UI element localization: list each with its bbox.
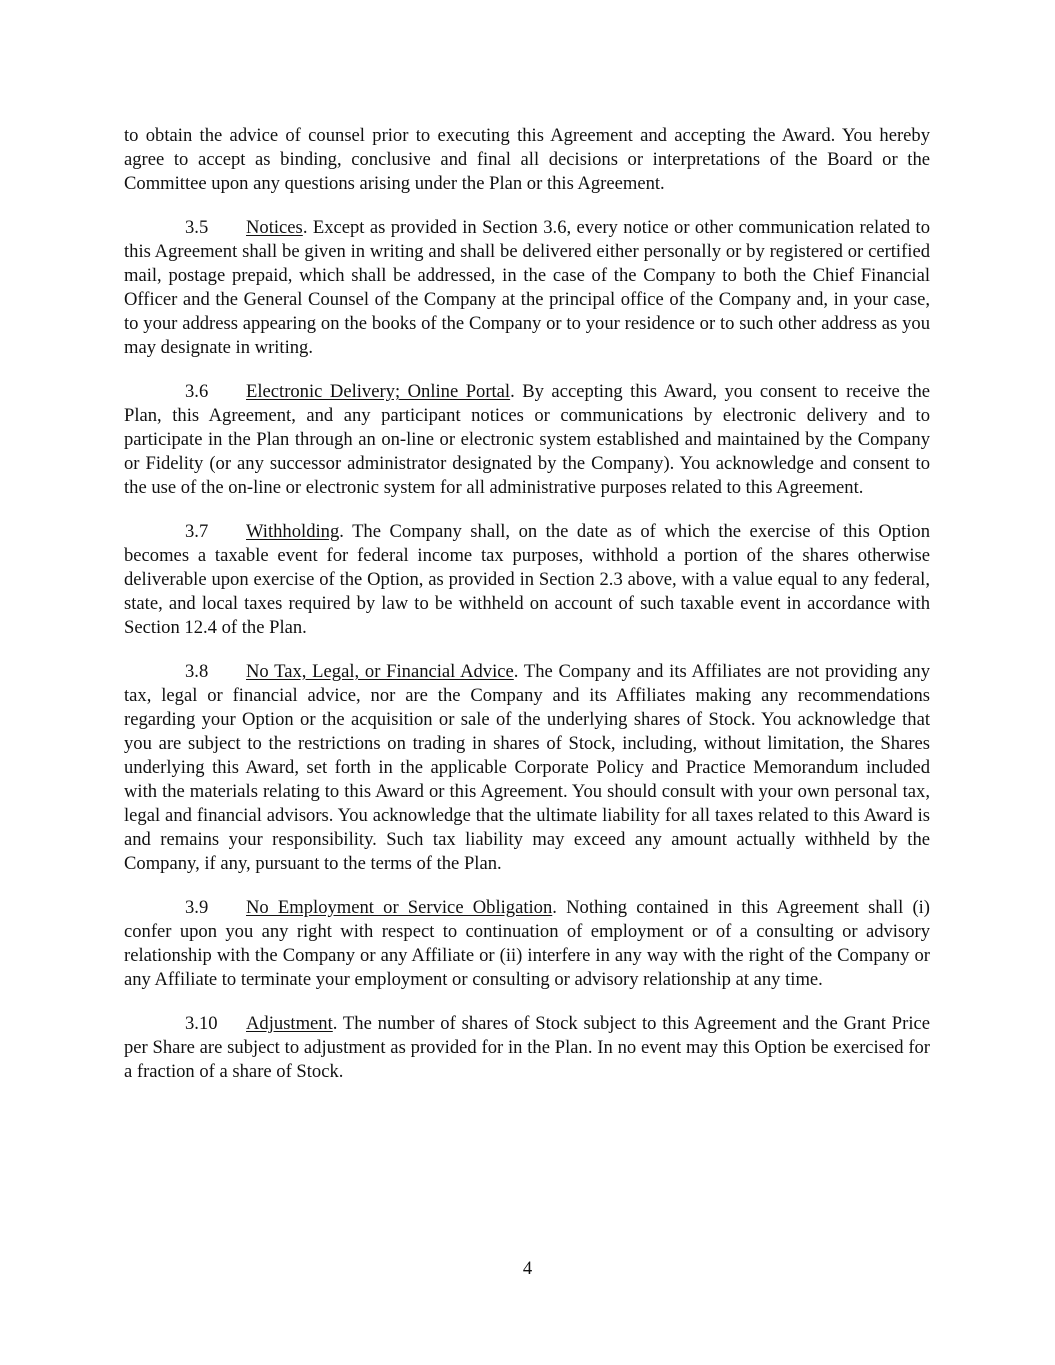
document-page: [124, 124, 930, 1104]
section-body: . By accepting this Award, you consent to receive the Plan, this Agreement, and any participant notices or communications by electronic delivery and to participate in the Plan through an on-line or electronic system established and maintained by the Company or Fidelity (or any successor administrator designated by the Company). You acknowledge and consent to the use of the on-line or electronic system for all administrative purposes related to this Agreement.: [124, 381, 930, 498]
section-body: . The number of shares of Stock subject to this Agreement and the Grant Price per Share are subject to adjustment as provided for in the Plan. In no event may this Option be exercised for a fraction of a share of Stock.: [124, 1013, 930, 1082]
page-number: 4: [522, 1258, 533, 1279]
section-number: 3.7: [185, 521, 209, 542]
section-heading: Withholding: [246, 521, 340, 542]
section-3-6: [124, 380, 930, 500]
section-3-10: [124, 1012, 930, 1084]
section-heading: Electronic Delivery; Online Portal: [246, 381, 511, 402]
section-3-7: [124, 520, 930, 640]
continuation-text: to obtain the advice of counsel prior to executing this Agreement and accepting the Award. You hereby agree to accept as binding, conclusive and final all decisions or interpretations of the Board or the Committee upon any questions arising under the Plan or this Agreement.: [124, 125, 930, 194]
section-number: 3.6: [185, 381, 209, 402]
section-3-9: [124, 896, 930, 992]
section-body: . The Company shall, on the date as of which the exercise of this Option becomes a taxable event for federal income tax purposes, withhold a portion of the shares otherwise deliverable upon exercise of the Option, as provided in Section 2.3 above, with a value equal to any federal, state, and local taxes required by law to be withheld on account of such taxable event in accordance with Section 12.4 of the Plan.: [124, 521, 930, 638]
section-heading: No Tax, Legal, or Financial Advice: [246, 661, 514, 682]
continuation-paragraph: [124, 124, 930, 196]
section-body: . Except as provided in Section 3.6, every notice or other communication related to this Agreement shall be given in writing and shall be delivered either personally or by registered or certified mail, postage prepaid, which shall be addressed, in the case of the Company to both the Chief Financial Officer and the General Counsel of the Company at the principal office of the Company and, in your case, to your address appearing on the books of the Company or to your residence or to such other address as you may designate in writing.: [124, 217, 930, 358]
section-number: 3.10: [185, 1013, 218, 1034]
section-body: . Nothing contained in this Agreement shall (i) confer upon you any right with respect to continuation of employment or of a consulting or advisory relationship with the Company or any Affiliate or (ii) interfere in any way with the right of the Company or any Affiliate to terminate your employment or consulting or advisory relationship at any time.: [124, 897, 930, 990]
section-heading: Notices: [246, 217, 303, 238]
section-3-8: [124, 660, 930, 876]
section-number: 3.5: [185, 217, 209, 238]
section-number: 3.9: [185, 897, 209, 918]
section-number: 3.8: [185, 661, 209, 682]
section-3-5: [124, 216, 930, 360]
section-body: . The Company and its Affiliates are not providing any tax, legal or financial advice, nor are the Company and its Affiliates making any recommendations regarding your Option or the acquisition or sale of the underlying shares of Stock. You acknowledge that you are subject to the restrictions on trading in shares of Stock, including, without limitation, the Shares underlying this Award, set forth in the applicable Corporate Policy and Practice Memorandum included with the materials relating to this Award or this Agreement. You should consult with your own personal tax, legal and financial advisors. You acknowledge that the ultimate liability for all taxes related to this Award is and remains your responsibility. Such tax liability may exceed any amount actually withheld by the Company, if any, pursuant to the terms of the Plan.: [124, 661, 930, 874]
section-heading: No Employment or Service Obligation: [246, 897, 553, 918]
section-heading: Adjustment: [246, 1013, 333, 1034]
